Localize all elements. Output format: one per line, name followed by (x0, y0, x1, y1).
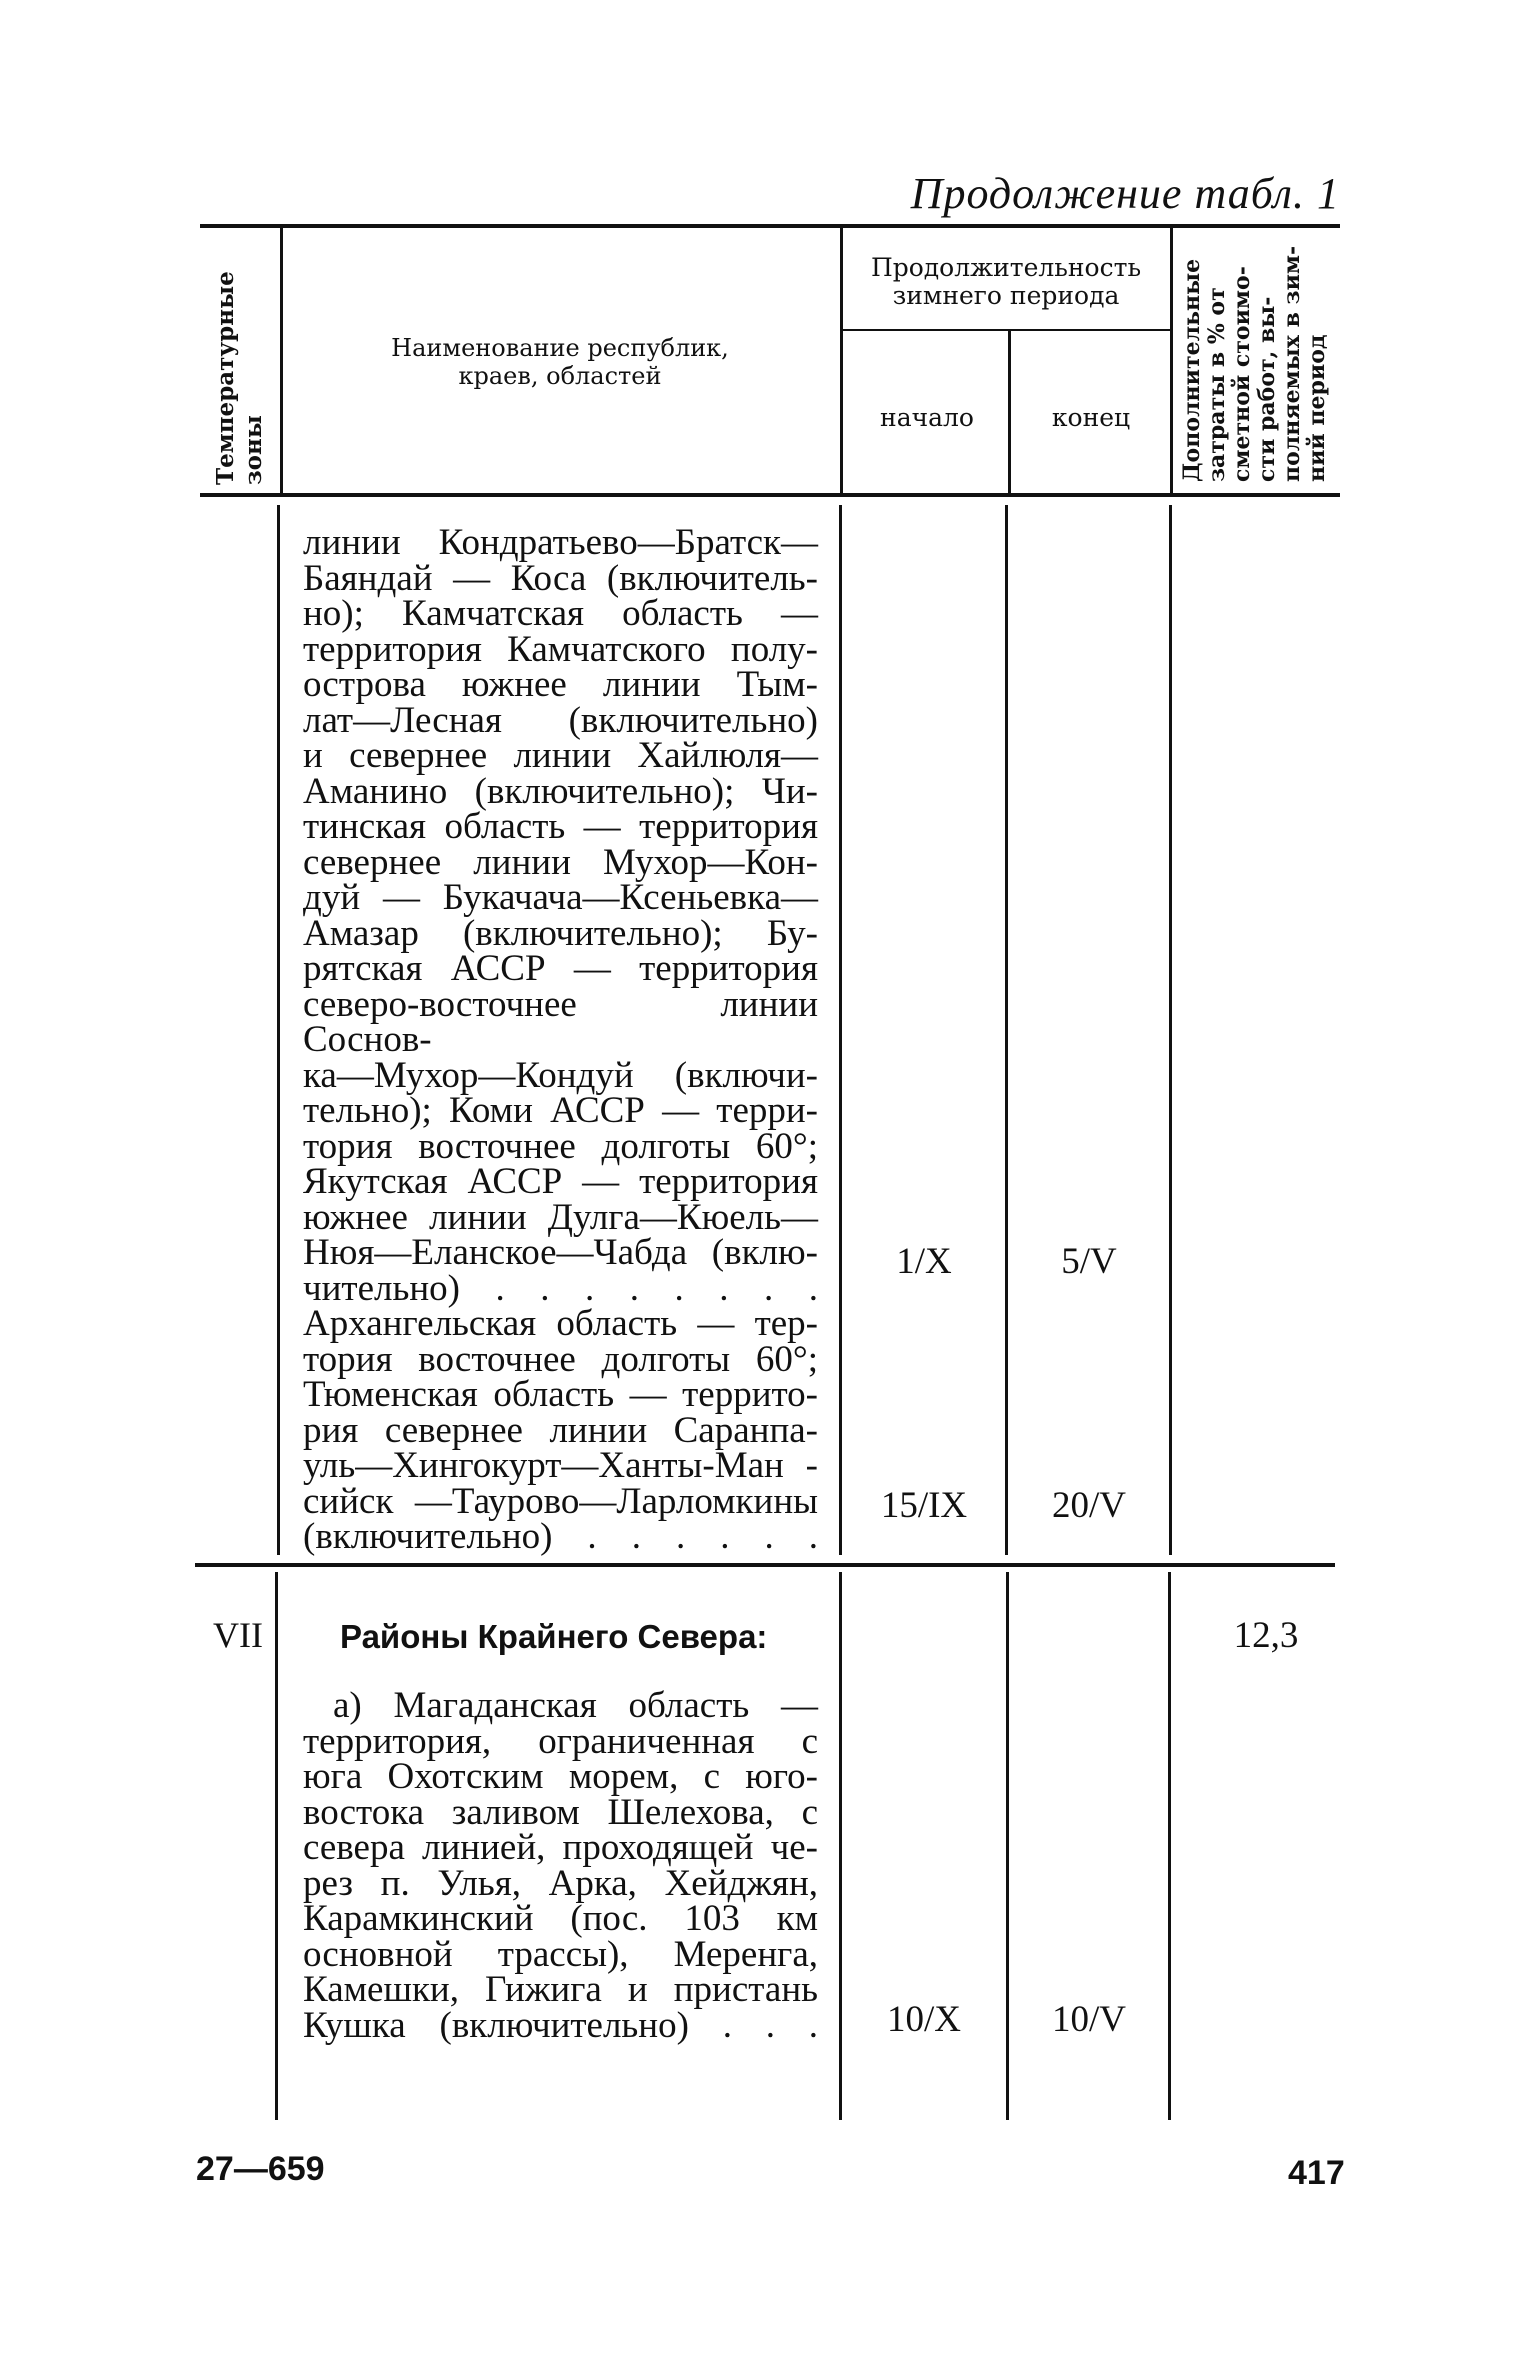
block2-end: 10/V (1052, 1999, 1126, 2040)
block2-line: севера линией, проходящей че- (303, 1827, 818, 1868)
block1-line: дуй — Букачача—Ксеньевка— (303, 877, 818, 918)
header-extra-line2: затраты в % от (1204, 287, 1230, 482)
block1-line: Баяндай — Коса (включитель- (303, 557, 818, 599)
header-duration-line1: Продолжительность (870, 253, 1142, 282)
body1-vline-3 (1005, 505, 1008, 1555)
block2-line: а) Магаданская область — (333, 1685, 818, 1726)
block1-row2-start: 15/IX (880, 1485, 968, 1526)
header-name-line2: краев, областей (458, 362, 662, 390)
header-start: начало (880, 403, 974, 432)
duration-subheader-rule (842, 329, 1170, 331)
header-vline-4 (1170, 226, 1173, 494)
header-vline-3 (1008, 330, 1011, 494)
body1-vline-2 (839, 505, 842, 1555)
header-duration (848, 254, 1164, 310)
block2-line: востока заливом Шелехова, с (303, 1791, 818, 1833)
header-end: конец (1051, 403, 1131, 432)
block1-line: но); Камчатская область — (303, 593, 818, 634)
block1-line: уль—Хингокурт—Ханты-Ман - (303, 1445, 818, 1486)
section-heading: Районы Крайнего Севера: (340, 1618, 768, 1655)
header-extra-line6: ний период (1304, 334, 1330, 482)
zone-number: VII (213, 1615, 263, 1655)
table-continuation-caption: Продолжение табл. 1 (910, 169, 1340, 218)
block1-line: севернее линии Мухор—Кон- (303, 841, 818, 883)
block1-text (303, 522, 818, 1557)
block1-row2-end: 20/V (1052, 1485, 1126, 1526)
block2-start: 10/X (887, 1999, 961, 2040)
block1-line: тельно); Коми АССР — терри- (303, 1090, 818, 1131)
block1-line: сийск —Таурово—Ларломкины (303, 1480, 818, 1522)
block1-line: тория восточнее долготы 60°; (303, 1338, 818, 1380)
header-extra-costs (1180, 246, 1330, 482)
block1-line: линии Кондратьево—Братск— (303, 522, 818, 563)
block2-line: Карамкинский (пос. 103 км (303, 1898, 818, 1939)
block1-line: острова южнее линии Тым- (303, 664, 818, 705)
block1-line: территория Камчатского полу- (303, 628, 818, 670)
block2-text (303, 1685, 818, 2046)
header-duration-line2: зимнего периода (892, 281, 1120, 310)
header-vline-1 (280, 226, 283, 494)
footer-signature-mark: 27—659 (196, 2150, 325, 2188)
body2-vline-1 (275, 1572, 278, 2120)
block1-line: Тюменская область — террито- (303, 1374, 818, 1415)
header-extra-line5: полняемых в зим- (1279, 245, 1305, 482)
header-name-line1: Наименование республик, (391, 334, 729, 362)
header-vline-2 (840, 226, 843, 494)
block1-line: рятская АССР — территория (303, 948, 818, 989)
block2-line: Кушка (включительно) . . . (303, 2004, 818, 2046)
table-top-rule (200, 224, 1340, 228)
block1-line: (включительно) . . . . . . (303, 1516, 818, 1557)
header-name (290, 334, 830, 390)
block1-line: тинская область — территория (303, 806, 818, 847)
block1-line: чительно) . . . . . . . . (303, 1267, 818, 1309)
block2-line: территория, ограниченная с (303, 1720, 818, 1762)
header-zones-line1: Температурные (212, 271, 239, 485)
extra-cost-value: 12,3 (1233, 1615, 1299, 1656)
block1-line: Амазар (включительно); Бу- (303, 912, 818, 954)
block1-line: и севернее линии Хайлюля— (303, 735, 818, 776)
body1-vline-4 (1169, 505, 1172, 1555)
header-zones (212, 271, 268, 485)
block1-row1-start: 1/X (896, 1241, 952, 1282)
block1-row1-end: 5/V (1061, 1241, 1117, 1282)
block1-line: Аманино (включительно); Чи- (303, 770, 818, 812)
header-extra-line3: сметной стоимо- (1229, 266, 1255, 482)
block2-line: юга Охотским морем, с юго- (303, 1756, 818, 1797)
block1-line: Нюя—Еланское—Чабда (вклю- (303, 1232, 818, 1273)
block2-line: основной трассы), Меренга, (303, 1933, 818, 1975)
block-separator-rule (195, 1563, 1335, 1567)
header-zones-line2: зоны (240, 415, 267, 485)
header-bottom-rule (200, 493, 1340, 497)
block1-line: лат—Лесная (включительно) (303, 699, 818, 741)
block1-line: южнее линии Дулга—Кюель— (303, 1196, 818, 1238)
block1-line: Якутская АССР — территория (303, 1161, 818, 1202)
block1-line: ка—Мухор—Кондуй (включи- (303, 1054, 818, 1096)
block1-line: тория восточнее долготы 60°; (303, 1125, 818, 1167)
header-extra-line1: Дополнительные (1179, 258, 1205, 482)
block1-line: Архангельская область — тер- (303, 1303, 818, 1344)
block2-line: Камешки, Гижига и пристань (303, 1969, 818, 2010)
page-number: 417 (1288, 2154, 1345, 2192)
header-extra-line4: сти работ, вы- (1254, 296, 1280, 482)
block1-line: рия севернее линии Саранпа- (303, 1409, 818, 1451)
block2-line: рез п. Улья, Арка, Хейджян, (303, 1862, 818, 1904)
block1-line: северо-восточнее линии Соснов- (303, 983, 818, 1060)
body1-vline-1 (277, 505, 280, 1555)
